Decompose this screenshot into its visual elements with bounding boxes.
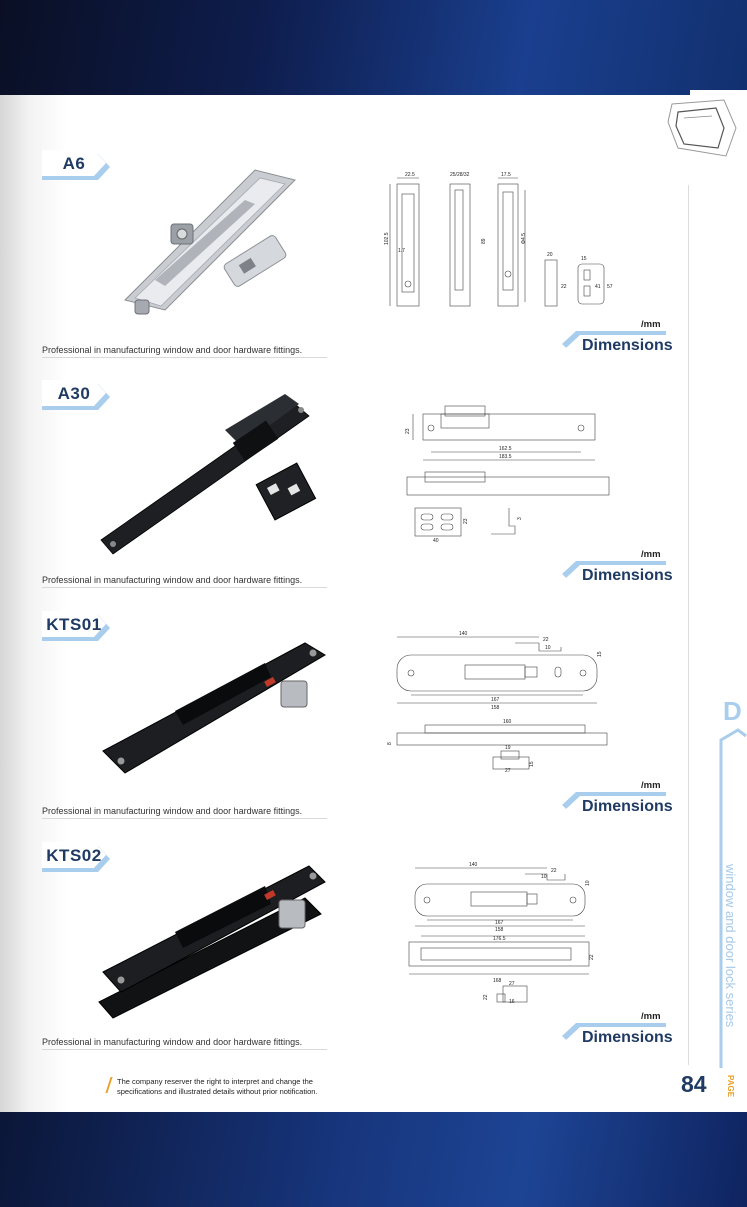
svg-text:162.5: 162.5	[499, 446, 512, 452]
svg-text:22: 22	[483, 994, 489, 1000]
section-letter: D	[723, 696, 742, 726]
header-background	[0, 0, 747, 96]
tagline-underline	[42, 587, 327, 588]
dimensions-label: Dimensions	[582, 798, 673, 815]
product-section-a30	[0, 380, 690, 610]
product-code: A6	[62, 154, 86, 173]
svg-text:176.5: 176.5	[493, 936, 506, 942]
svg-text:22: 22	[551, 868, 557, 874]
unit-label: /mm	[641, 549, 661, 560]
technical-drawing-kts02	[385, 864, 620, 1004]
unit-label: /mm	[641, 1011, 661, 1022]
svg-text:15: 15	[581, 256, 587, 262]
svg-text:27: 27	[505, 768, 511, 774]
product-tagline: Professional in manufacturing window and door hardware fittings.	[42, 575, 303, 585]
product-code: KTS01	[46, 615, 102, 634]
svg-text:16: 16	[509, 999, 515, 1005]
svg-text:140: 140	[459, 631, 468, 637]
svg-text:20: 20	[547, 252, 553, 258]
svg-text:41: 41	[595, 284, 601, 290]
svg-text:22.5: 22.5	[405, 172, 415, 178]
footer-disclaimer: The company reserver the right to interpret and change the specifications and illustrated details without prior notification.	[117, 1077, 318, 1096]
svg-text:Φ4.5: Φ4.5	[521, 233, 527, 244]
svg-text:40: 40	[433, 538, 439, 544]
product-photo-a6	[95, 160, 340, 325]
svg-text:168: 168	[493, 978, 502, 984]
svg-text:3: 3	[517, 517, 523, 520]
svg-text:1.7: 1.7	[398, 248, 405, 254]
technical-drawing-a30	[385, 402, 620, 542]
tagline-underline	[42, 818, 327, 819]
technical-drawing-a6	[385, 172, 620, 312]
page-word: PAGE	[726, 1075, 735, 1098]
product-tagline: Professional in manufacturing window and door hardware fittings.	[42, 806, 303, 816]
dimensions-banner	[562, 792, 673, 822]
svg-text:167: 167	[491, 697, 500, 703]
svg-text:25/28/32: 25/28/32	[450, 172, 470, 178]
svg-text:183.5: 183.5	[499, 454, 512, 460]
unit-label: /mm	[641, 319, 661, 330]
dimensions-banner	[562, 331, 673, 361]
svg-text:160: 160	[503, 719, 512, 725]
svg-text:15: 15	[529, 761, 535, 767]
product-section-kts01	[0, 611, 690, 841]
dimensions-banner	[562, 1023, 673, 1053]
svg-text:17.5: 17.5	[501, 172, 511, 178]
svg-text:140: 140	[469, 862, 478, 868]
svg-text:22: 22	[561, 284, 567, 290]
product-code: A30	[57, 384, 91, 403]
svg-text:167: 167	[495, 920, 504, 926]
series-title: window and door lock series	[723, 864, 738, 1028]
product-code: KTS02	[46, 846, 102, 865]
footer-background	[0, 1112, 747, 1207]
product-photo-kts01	[95, 621, 340, 786]
svg-text:22: 22	[589, 954, 595, 960]
technical-drawing-kts01	[385, 633, 620, 773]
svg-text:158: 158	[491, 705, 500, 711]
svg-text:15: 15	[597, 651, 603, 657]
product-section-a6	[0, 150, 690, 380]
tagline-underline	[42, 1049, 327, 1050]
svg-text:158: 158	[495, 927, 504, 933]
svg-text:22: 22	[543, 637, 549, 643]
product-photo-kts02	[95, 852, 340, 1017]
product-section-kts02	[0, 842, 690, 1072]
dimensions-label: Dimensions	[582, 1029, 673, 1046]
svg-text:8: 8	[387, 742, 393, 745]
dimensions-label: Dimensions	[582, 567, 673, 584]
svg-text:89: 89	[481, 238, 487, 244]
tagline-underline	[42, 357, 327, 358]
svg-text:57: 57	[607, 284, 613, 290]
svg-text:10: 10	[541, 874, 547, 880]
svg-text:27: 27	[509, 981, 515, 987]
svg-text:23: 23	[463, 518, 469, 524]
svg-text:10: 10	[545, 645, 551, 651]
product-photo-a30	[95, 390, 340, 555]
svg-text:102.5: 102.5	[384, 232, 390, 245]
product-tagline: Professional in manufacturing window and door hardware fittings.	[42, 345, 303, 355]
svg-text:19: 19	[505, 745, 511, 751]
dimensions-banner	[562, 561, 673, 591]
page-number: 84	[681, 1071, 707, 1097]
svg-text:23: 23	[405, 428, 411, 434]
product-tagline: Professional in manufacturing window and door hardware fittings.	[42, 1037, 303, 1047]
unit-label: /mm	[641, 780, 661, 791]
svg-text:10: 10	[585, 880, 591, 886]
dimensions-label: Dimensions	[582, 337, 673, 354]
